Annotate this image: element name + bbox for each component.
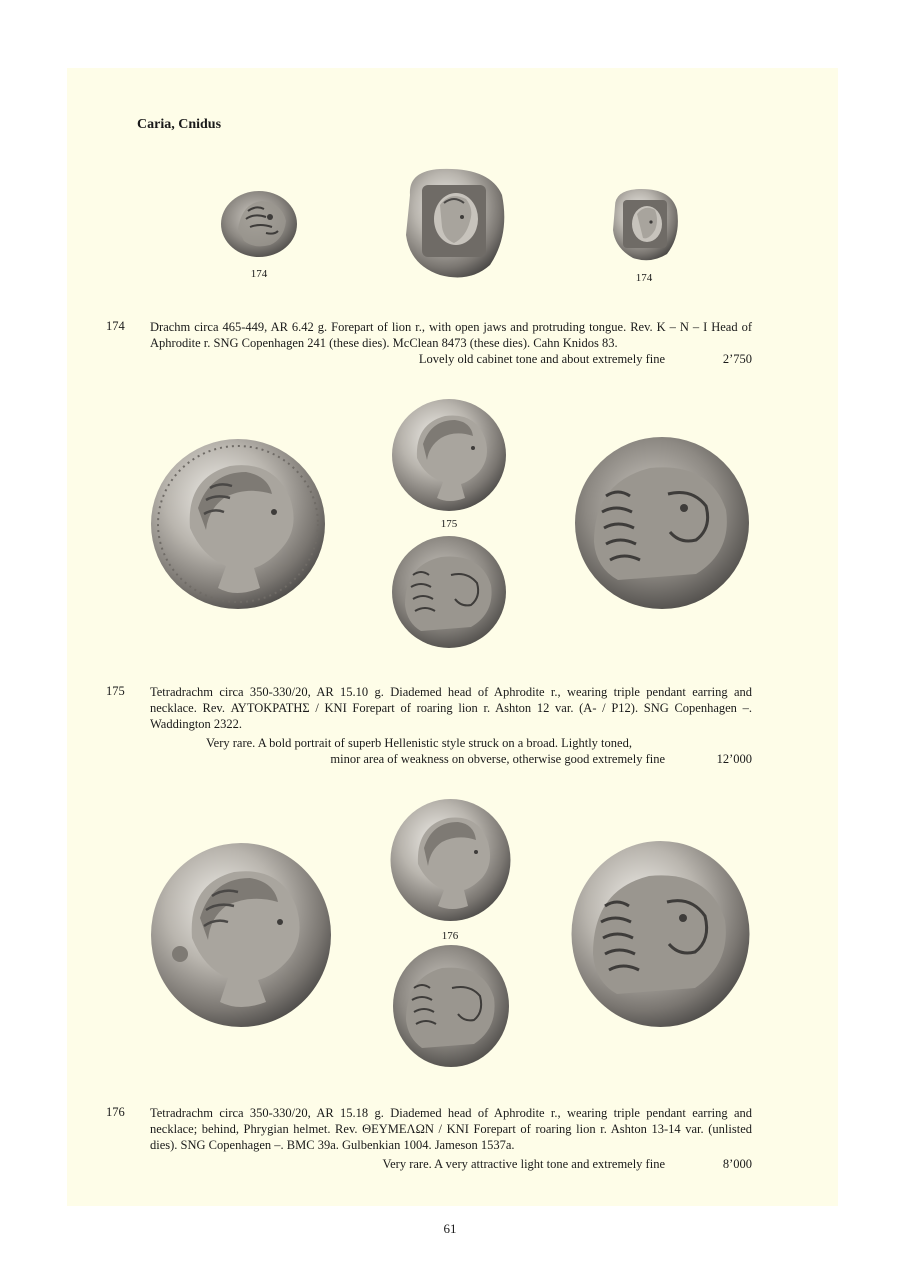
caption-174-left: 174	[250, 268, 268, 280]
section-title: Caria, Cnidus	[137, 117, 222, 132]
lot-verdict-174: Lovely old cabinet tone and about extremely fine	[418, 352, 665, 366]
coin-176-reverse-large	[571, 840, 750, 1028]
caption-174-right: 174	[635, 272, 653, 284]
lot-price-176: 8’000	[722, 1157, 752, 1171]
lot-verdict-175-line2: minor area of weakness on obverse, otherwise good extremely fine	[330, 752, 665, 766]
lot-description-174: Drachm circa 465-449, AR 6.42 g. Forepart of lion r., with open jaws and protruding tongue. Rev. K – N – I Head of Aphrodite r. SNG Copenhagen 241 (these dies). McClean 8473 (these dies). Cahn Knidos 83.	[150, 320, 752, 350]
lot-price-174: 2’750	[722, 352, 752, 366]
lot-description-175: Tetradrachm circa 350-330/20, AR 15.10 g. Diademed head of Aphrodite r., wearing triple pendant earring and necklace. Rev. ΑΥΤΟΚΡΑΤΗΣ / KNI Forepart of roaring lion r. Ashton 12 var. (A- / P12). SNG Copenhagen –. Waddington 2322.	[150, 685, 752, 731]
lot-description-176: Tetradrachm circa 350-330/20, AR 15.18 g. Diademed head of Aphrodite r., wearing triple pendant earring and necklace; behind, Phrygian helmet. Rev. ΘΕΥΜΕΛΩΝ / KNI Forepart of roaring lion r. Ashton 13-14 var. (unlisted dies). SNG Copenhagen –. BMC 39a. Gulbenkian 1004. Jameson 1537a.	[150, 1106, 752, 1152]
coin-174-reverse-large	[400, 165, 508, 283]
coin-174-reverse-small	[609, 186, 681, 264]
lot-number-174: 174	[106, 319, 125, 333]
caption-175: 175	[440, 518, 458, 530]
coin-176-reverse-small	[392, 944, 510, 1068]
lot-number-175: 175	[106, 684, 125, 698]
lot-verdict-176: Very rare. A very attractive light tone and extremely fine	[382, 1157, 665, 1171]
coin-175-obverse-small	[391, 398, 507, 512]
coin-175-obverse-large	[150, 438, 326, 610]
page-number: 61	[443, 1221, 457, 1236]
lot-number-176: 176	[106, 1105, 125, 1119]
coin-176-obverse-small	[390, 798, 511, 922]
coin-175-reverse-small	[391, 535, 507, 649]
coin-174-obverse	[220, 189, 298, 259]
coin-176-obverse-large	[150, 842, 332, 1028]
caption-176: 176	[441, 930, 459, 942]
lot-verdict-175-line1: Very rare. A bold portrait of superb Hellenistic style struck on a broad. Lightly toned,	[206, 736, 632, 750]
coin-175-reverse-large	[574, 436, 750, 610]
lot-price-175: 12’000	[716, 752, 752, 766]
